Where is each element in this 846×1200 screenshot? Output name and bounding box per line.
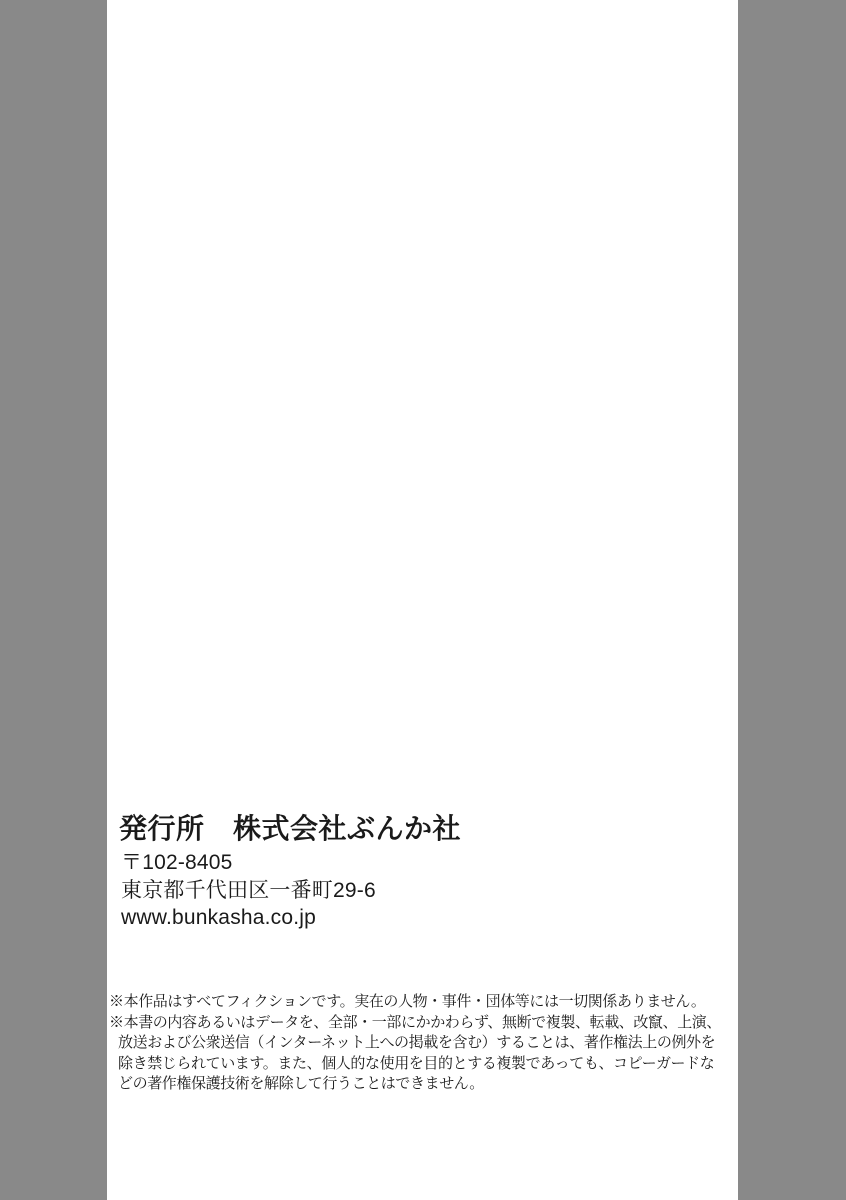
right-margin-bar: [738, 0, 846, 1200]
website-url: www.bunkasha.co.jp: [121, 906, 317, 929]
disclaimer-line: ※本書の内容あるいはデータを、全部・一部にかかわらず、無断で複製、転載、改竄、上演、: [109, 1013, 722, 1031]
address-line: 東京都千代田区一番町29-6: [121, 878, 376, 902]
colophon-page: [107, 0, 738, 1200]
publisher-name: 発行所 株式会社ぶんか社: [119, 813, 462, 844]
disclaimer-block: [109, 992, 737, 1095]
publisher-address-block: [121, 849, 376, 932]
disclaimer-line: 除き禁じられています。また、個人的な使用を目的とする複製であっても、コピーガードな: [118, 1054, 715, 1072]
disclaimer-line: 放送および公衆送信（インターネット上への掲載を含む）することは、著作権法上の例外を: [118, 1034, 716, 1051]
left-margin-bar: [0, 0, 107, 1200]
postal-code: 〒102-8405: [121, 851, 233, 874]
disclaimer-line: ※本作品はすべてフィクションです。実在の人物・事件・団体等には一切関係ありません。: [109, 993, 706, 1010]
disclaimer-line: どの著作権保護技術を解除して行うことはできません。: [118, 1075, 484, 1092]
